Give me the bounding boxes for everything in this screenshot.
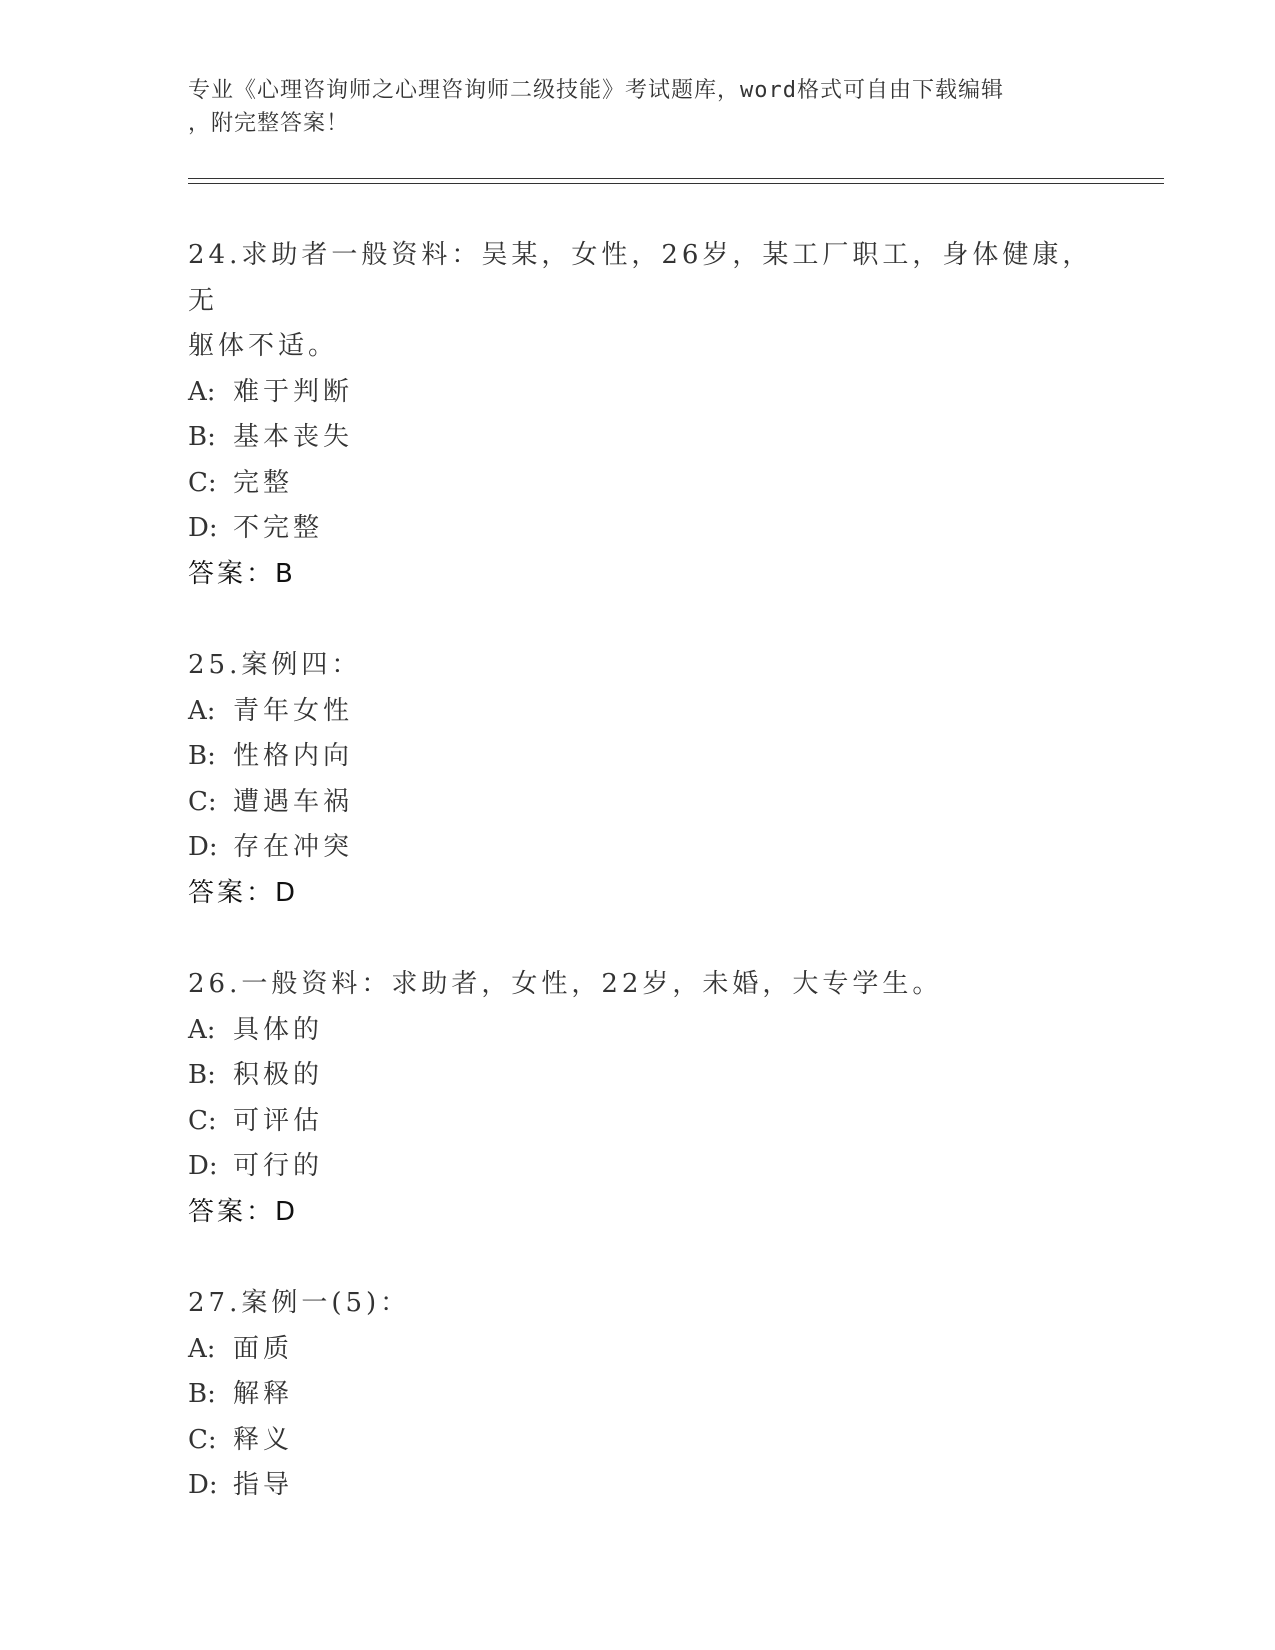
option-d	[188, 825, 1118, 871]
option-b	[188, 1053, 1118, 1099]
header-divider-bottom	[188, 183, 1164, 184]
option-text: 具体的	[233, 1014, 324, 1045]
option-letter: D:	[188, 1151, 218, 1181]
option-b	[188, 734, 1118, 780]
option-text: 指导	[233, 1470, 294, 1500]
option-letter: C:	[188, 786, 217, 817]
question-24	[188, 233, 1118, 597]
question-stem: 24.求助者一般资料：吴某，女性，26岁，某工厂职工，身体健康，无	[188, 240, 1093, 316]
option-c	[188, 461, 1118, 507]
option-letter: A:	[188, 1333, 216, 1364]
option-letter: D:	[188, 832, 218, 862]
question-stem-continued: 躯体不适。	[188, 331, 339, 361]
option-b	[188, 415, 1118, 461]
option-letter: B:	[188, 422, 216, 452]
option-text: 积极的	[233, 1060, 324, 1090]
option-letter: A:	[188, 376, 216, 407]
question-25	[188, 643, 1118, 916]
question-27	[188, 1281, 1118, 1509]
option-text: 解释	[233, 1379, 294, 1409]
option-letter: D:	[188, 1470, 218, 1500]
option-text: 存在冲突	[233, 832, 354, 862]
answer-line: 答案：D	[188, 877, 299, 908]
option-letter: D:	[188, 513, 218, 543]
question-stem: 26.一般资料：求助者，女性，22岁，未婚，大专学生。	[188, 969, 943, 999]
option-text: 释义	[233, 1424, 294, 1455]
option-letter: C:	[188, 1424, 217, 1455]
header-line-2: ，附完整答案！	[188, 111, 350, 136]
option-a	[188, 1327, 1118, 1373]
option-b	[188, 1372, 1118, 1418]
option-text: 可评估	[233, 1105, 324, 1136]
option-text: 性格内向	[233, 741, 354, 771]
option-letter: B:	[188, 1060, 216, 1090]
option-a	[188, 1008, 1118, 1054]
option-text: 完整	[233, 467, 294, 498]
option-c	[188, 1099, 1118, 1145]
option-c	[188, 1418, 1118, 1464]
option-text: 基本丧失	[233, 422, 354, 452]
question-26	[188, 962, 1118, 1235]
option-letter: B:	[188, 1379, 216, 1409]
answer-line: 答案：D	[188, 1196, 299, 1227]
header-divider-top	[188, 178, 1164, 179]
document-header	[188, 74, 1088, 140]
option-letter: C:	[188, 467, 217, 498]
option-letter: A:	[188, 695, 216, 726]
option-letter: A:	[188, 1014, 216, 1045]
question-stem: 27.案例一(5)：	[188, 1288, 411, 1318]
option-c	[188, 780, 1118, 826]
option-text: 遭遇车祸	[233, 786, 354, 817]
header-line-1: 专业《心理咨询师之心理咨询师二级技能》考试题库，word格式可自由下载编辑	[188, 78, 1004, 103]
option-text: 青年女性	[233, 695, 354, 726]
option-text: 难于判断	[233, 376, 354, 407]
question-stem: 25.案例四：	[188, 650, 362, 680]
option-text: 不完整	[233, 513, 324, 543]
option-d	[188, 1463, 1118, 1509]
question-list	[188, 233, 1118, 1555]
option-a	[188, 689, 1118, 735]
option-d	[188, 1144, 1118, 1190]
option-text: 可行的	[233, 1151, 324, 1181]
option-letter: C:	[188, 1105, 217, 1136]
option-text: 面质	[233, 1333, 294, 1364]
option-a	[188, 370, 1118, 416]
option-letter: B:	[188, 741, 216, 771]
option-d	[188, 506, 1118, 552]
answer-line: 答案：B	[188, 558, 296, 589]
